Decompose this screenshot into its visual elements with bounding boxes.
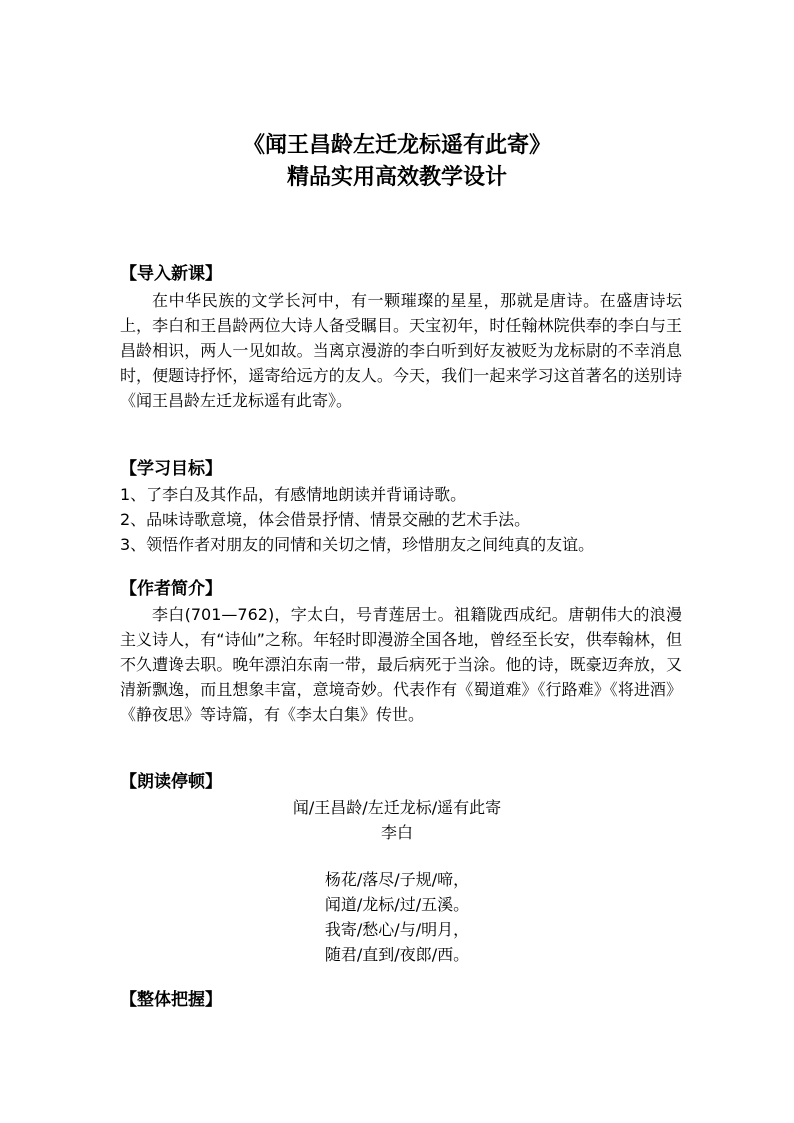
poem-author: 李白 — [380, 823, 413, 842]
author-heading: 【作者简介】 — [120, 579, 222, 599]
document-subtitle: 精品实用高效教学设计 — [286, 164, 507, 190]
intro-paragraph: 在中华民族的文学长河中，有一颗璀璨的星星，那就是唐诗。在盛唐诗坛上，李白和王昌龄两位大诗人备受瞩目。天宝初年，时任翰林院供奉的李白与王昌龄相识，两人一见如故。当离京漫游的李白听到好友被贬为龙标尉的不幸消息时，便题诗抒怀，遥寄给远方的友人。今天，我们一起来学习这首著名的送别诗《闻王昌龄左迁龙标遥有此寄》。 — [120, 291, 682, 410]
poem-line: 杨花/落尽/子规/啼， — [324, 870, 470, 889]
poem-title: 闻/王昌龄/左迁龙标/遥有此寄 — [292, 798, 502, 817]
goals-heading: 【学习目标】 — [120, 459, 222, 479]
goals-list — [120, 482, 682, 557]
intro-section — [120, 288, 682, 413]
intro-heading: 【导入新课】 — [120, 264, 222, 284]
poem-line: 随君/直到/夜郎/西。 — [324, 945, 470, 964]
author-section — [120, 602, 682, 727]
goal-item: 3、领悟作者对朋友的同情和关切之情，珍惜朋友之间纯真的友谊。 — [120, 535, 595, 554]
poem-line: 我寄/愁心/与/明月， — [324, 920, 470, 939]
goal-item: 1、了李白及其作品，有感情地朗读并背诵诗歌。 — [120, 485, 467, 504]
poem-line: 闻道/龙标/过/五溪。 — [324, 895, 470, 914]
author-paragraph: 李白(701—762)，字太白，号青莲居士。祖籍陇西成纪。唐朝伟大的浪漫主义诗人，有“诗仙”之称。年轻时即漫游全国各地，曾经至长安，供奉翰林，但不久遭谗去职。晚年漂泊东南一带，最后病死于当涂。他的诗，既豪迈奔放，又清新飘逸，而且想象丰富，意境奇妙。代表作有《蜀道难》《行路难》《将进酒》《静夜思》等诗篇，有《李太白集》传世。 — [120, 605, 682, 724]
overall-heading: 【整体把握】 — [120, 990, 222, 1010]
document-title: 《闻王昌龄左迁龙标遥有此寄》 — [242, 132, 551, 158]
reading-heading: 【朗读停顿】 — [120, 772, 222, 792]
goal-item: 2、品味诗歌意境，体会借景抒情、情景交融的艺术手法。 — [120, 510, 531, 529]
